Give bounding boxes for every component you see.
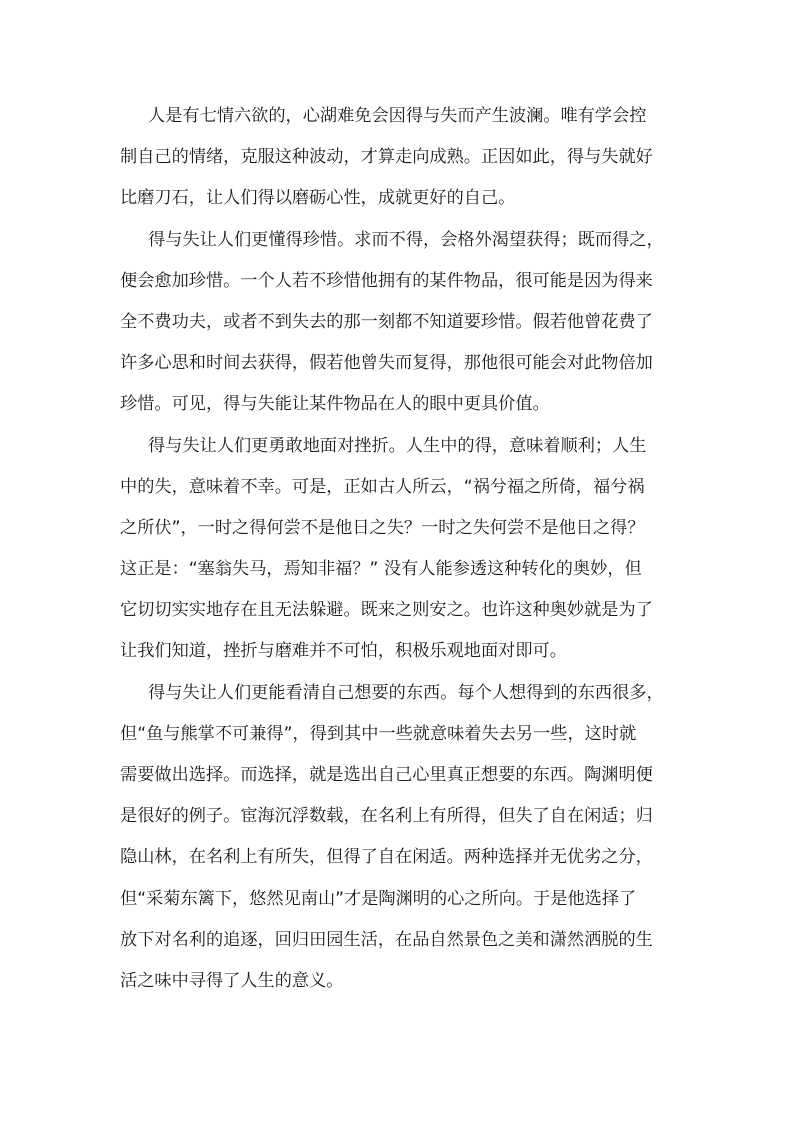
paragraph-3 [120, 426, 680, 673]
paragraph-line: 许多心思和时间去获得，假若他曾失而复得，那他很可能会对此物倍加 [120, 353, 653, 374]
paragraph-line: 珍惜。可见，得与失能让某件物品在人的眼中更具价值。 [120, 394, 550, 415]
essay-body [120, 96, 680, 1002]
paragraph-line: 但“采菊东篱下，悠然见南山”才是陶渊明的心之所向。于是他选择了 [120, 888, 637, 909]
paragraph-line: 但“鱼与熊掌不可兼得”，得到其中一些就意味着失去另一些，这时就 [120, 723, 637, 744]
paragraph-4 [120, 673, 680, 1003]
paragraph-line: 它切切实实地存在且无法躲避。既来之则安之。也许这种奥妙就是为了 [120, 600, 653, 621]
paragraph-line: 放下对名利的追逐，回归田园生活，在品自然景色之美和潇然洒脱的生 [120, 929, 653, 950]
paragraph-line: 人是有七情六欲的，心湖难免会因得与失而产生波澜。唯有学会控 [148, 106, 647, 126]
paragraph-line: 制自己的情绪，克服这种波动，才算走向成熟。正因如此，得与失就好 [120, 147, 653, 168]
paragraph-line: 得与失让人们更勇敢地面对挫折。人生中的得，意味着顺利；人生 [148, 435, 647, 456]
paragraph-2 [120, 220, 680, 426]
paragraph-line: 隐山林，在名利上有所失，但得了自在闲适。两种选择并无优劣之分， [120, 847, 653, 868]
paragraph-line: 让我们知道，挫折与磨难并不可怕，积极乐观地面对即可。 [120, 641, 567, 662]
paragraph-line: 便会愈加珍惜。一个人若不珍惜他拥有的某件物品，很可能是因为得来 [120, 270, 653, 291]
paragraph-line: 比磨刀石，让人们得以磨砺心性，成就更好的自己。 [120, 188, 516, 209]
paragraph-line: 之所伏”，一时之得何尝不是他日之失？一时之失何尝不是他日之得？ [120, 517, 645, 538]
paragraph-line: 这正是：“塞翁失马，焉知非福？” 没有人能参透这种转化的奥妙，但 [120, 559, 642, 580]
paragraph-line: 活之味中寻得了人生的意义。 [120, 970, 344, 991]
paragraph-line: 得与失让人们更懂得珍惜。求而不得，会格外渴望获得；既而得之， [148, 229, 664, 250]
paragraph-line: 得与失让人们更能看清自己想要的东西。每个人想得到的东西很多， [148, 682, 664, 703]
paragraph-line: 需要做出选择。而选择，就是选出自己心里真正想要的东西。陶渊明便 [120, 765, 653, 785]
paragraph-line: 是很好的例子。宦海沉浮数载，在名利上有所得，但失了自在闲适；归 [120, 806, 653, 827]
paragraph-line: 中的失，意味着不幸。可是，正如古人所云，“祸兮福之所倚，福兮祸 [120, 476, 645, 497]
paragraph-line: 全不费功夫，或者不到失去的那一刻都不知道要珍惜。假若他曾花费了 [120, 311, 653, 332]
paragraph-1 [120, 96, 680, 220]
